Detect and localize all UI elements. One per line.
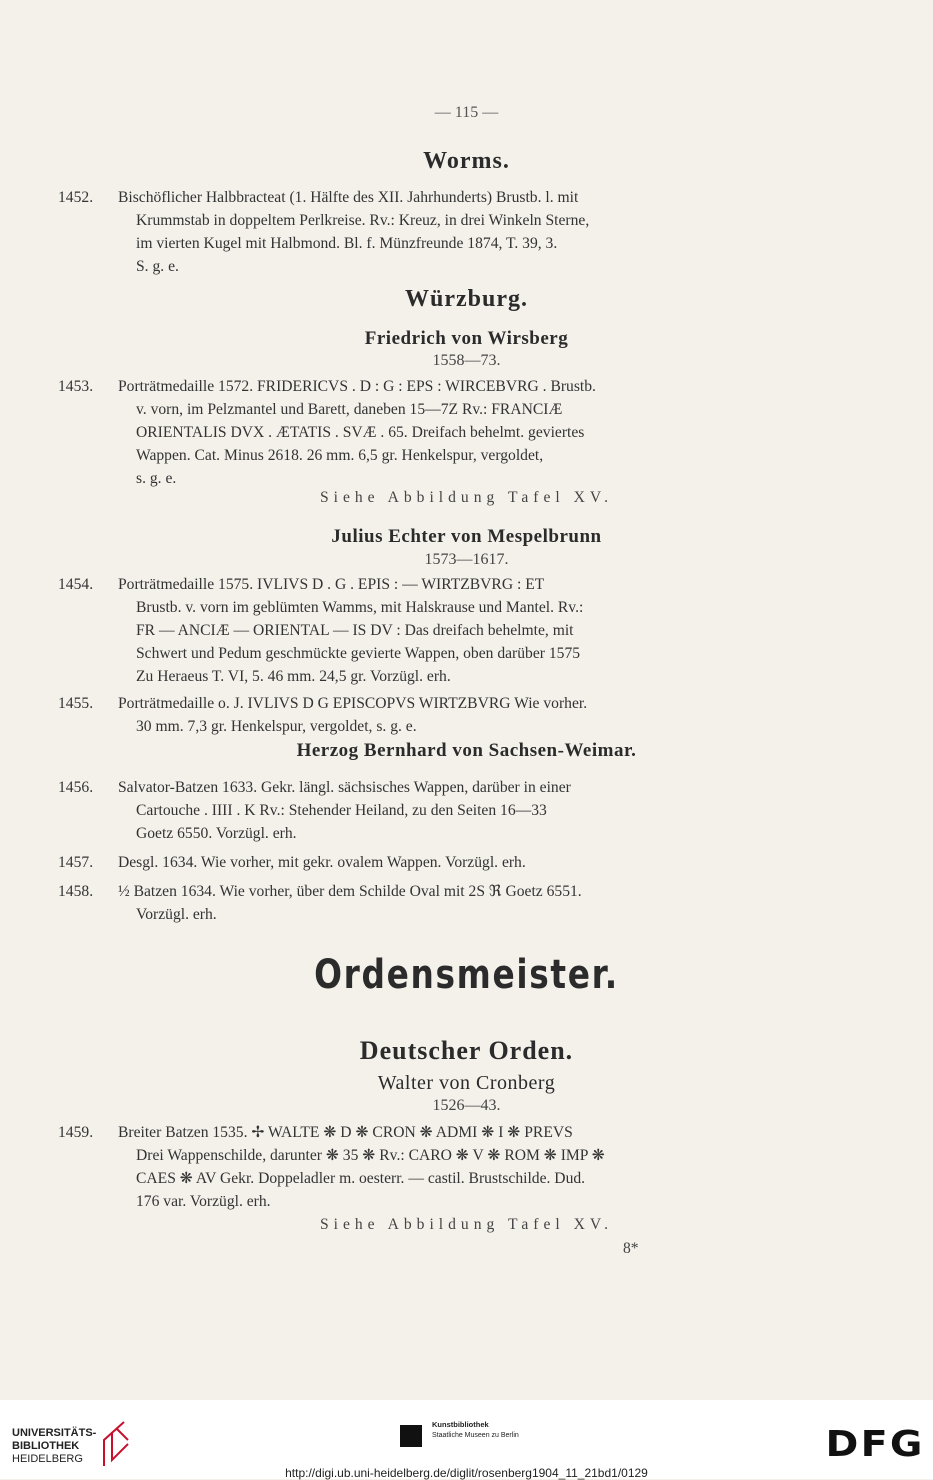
entry-number: 1457. <box>58 854 94 871</box>
entry-line: Porträtmedaille o. J. IVLIVS D G EPISCOPVS WIRTZBVRG Wie vorher. <box>118 695 588 712</box>
heading-bernhard: Herzog Bernhard von Sachsen-Weimar. <box>296 740 637 761</box>
entry-1458 <box>58 880 758 926</box>
entry-1454 <box>58 573 758 688</box>
heading-walter: Walter von Cronberg <box>377 1072 556 1094</box>
entry-1456 <box>58 776 758 845</box>
entry-number: 1458. <box>58 883 94 900</box>
entry-1453 <box>58 375 758 490</box>
years-walter: 1526—43. <box>432 1097 501 1114</box>
entry-line: 176 var. Vorzügl. erh. <box>136 1193 271 1210</box>
entry-number: 1455. <box>58 695 94 712</box>
entry-line: Bischöflicher Halbbracteat (1. Hälfte des XII. Jahrhunderts) Brustb. l. mit <box>118 189 579 206</box>
siehe-abbildung: Siehe Abbildung Tafel XV. <box>319 489 614 506</box>
entry-number: 1452. <box>58 189 94 206</box>
entry-line: Porträtmedaille 1572. FRIDERICVS . D : G : EPS : WIRCEBVRG . Brustb. <box>118 378 596 395</box>
entry-line: s. g. e. <box>136 470 177 487</box>
entry-number: 1456. <box>58 779 94 796</box>
page-number: — 115 — <box>434 104 499 121</box>
entry-line: FR — ANCIÆ — ORIENTAL — IS DV : Das dreifach behelmte, mit <box>136 622 574 639</box>
ub-line1: UNIVERSITÄTS- <box>12 1427 97 1439</box>
heading-julius: Julius Echter von Mespelbrunn <box>331 526 602 547</box>
entry-number: 1453. <box>58 378 94 395</box>
entry-line: Brustb. v. vorn im geblümten Wamms, mit Halskrause und Mantel. Rv.: <box>136 599 584 616</box>
heading-ordensmeister: Ordensmeister. <box>314 952 619 998</box>
entry-line: Schwert und Pedum geschmückte gevierte Wappen, oben darüber 1575 <box>136 645 581 662</box>
ub-line3: HEIDELBERG <box>12 1453 83 1465</box>
entry-1459 <box>58 1121 758 1213</box>
siehe-abbildung: Siehe Abbildung Tafel XV. <box>319 1216 614 1233</box>
entry-line: ORIENTALIS DVX . ÆTATIS . SVÆ . 65. Dreifach behelmt. geviertes <box>136 424 585 441</box>
dfg-logo[interactable]: DFG <box>825 1424 925 1465</box>
entry-line: Zu Heraeus T. VI, 5. 46 mm. 24,5 gr. Vorzügl. erh. <box>136 668 451 685</box>
footer-bar <box>0 1400 933 1479</box>
ub-heidelberg-logo-text[interactable] <box>12 1427 96 1466</box>
heading-wuerzburg: Würzburg. <box>405 286 528 312</box>
entry-line: 30 mm. 7,3 gr. Henkelspur, vergoldet, s. g. e. <box>136 718 417 735</box>
entry-line: S. g. e. <box>136 258 179 275</box>
entry-line: Porträtmedaille 1575. IVLIVS D . G . EPIS : — WIRTZBVRG : ET <box>118 576 545 593</box>
entry-number: 1459. <box>58 1124 94 1141</box>
entry-line: ½ Batzen 1634. Wie vorher, über dem Schilde Oval mit 2S ℜ Goetz 6551. <box>118 883 582 900</box>
entry-1452 <box>58 186 758 278</box>
signature-mark: 8* <box>623 1240 639 1257</box>
entry-line: Desgl. 1634. Wie vorher, mit gekr. ovalem Wappen. Vorzügl. erh. <box>118 854 526 871</box>
entry-line: Goetz 6550. Vorzügl. erh. <box>136 825 297 842</box>
entry-line: Drei Wappenschilde, darunter ❋ 35 ❋ Rv.: CARO ❋ V ❋ ROM ❋ IMP ❋ <box>136 1147 605 1164</box>
entry-line: CAES ❋ AV Gekr. Doppeladler m. oesterr. — castil. Brustschilde. Dud. <box>136 1170 586 1187</box>
years-julius: 1573—1617. <box>424 551 509 568</box>
entry-line: Breiter Batzen 1535. ✢ WALTE ❋ D ❋ CRON ❋ ADMI ❋ I ❋ PREVS <box>118 1124 573 1141</box>
ub-heidelberg-logo-icon <box>94 1420 134 1468</box>
years-friedrich: 1558—73. <box>432 352 501 369</box>
entry-line: Wappen. Cat. Minus 2618. 26 mm. 6,5 gr. Henkelspur, vergoldet, <box>136 447 544 464</box>
entry-line: Krummstab in doppeltem Perlkreise. Rv.: Kreuz, in drei Winkeln Sterne, <box>136 212 590 229</box>
heading-deutscher-orden: Deutscher Orden. <box>359 1036 574 1065</box>
entry-line: Cartouche . IIII . K Rv.: Stehender Heiland, zu den Seiten 16—33 <box>136 802 547 819</box>
entry-1455 <box>58 692 758 738</box>
entry-line: v. vorn, im Pelzmantel und Barett, daneben 15—7Z Rv.: FRANCIÆ <box>136 401 563 418</box>
heading-worms: Worms. <box>423 148 510 174</box>
entry-line: Vorzügl. erh. <box>136 906 217 923</box>
kunstbibliothek-logo-icon <box>400 1425 422 1447</box>
entry-1457 <box>58 851 758 874</box>
kb-title: Kunstbibliothek <box>432 1420 489 1429</box>
entry-line: Salvator-Batzen 1633. Gekr. längl. sächsisches Wappen, darüber in einer <box>118 779 571 796</box>
kb-subtitle: Staatliche Museen zu Berlin <box>432 1432 519 1439</box>
entry-number: 1454. <box>58 576 94 593</box>
kunstbibliothek-logo-text[interactable] <box>432 1420 519 1441</box>
heading-friedrich: Friedrich von Wirsberg <box>364 328 569 349</box>
ub-line2: BIBLIOTHEK <box>12 1440 80 1452</box>
source-url-link[interactable]: http://digi.ub.uni-heidelberg.de/diglit/rosenberg1904_11_21bd1/0129 <box>285 1466 648 1480</box>
entry-line: im vierten Kugel mit Halbmond. Bl. f. Münzfreunde 1874, T. 39, 3. <box>136 235 558 252</box>
